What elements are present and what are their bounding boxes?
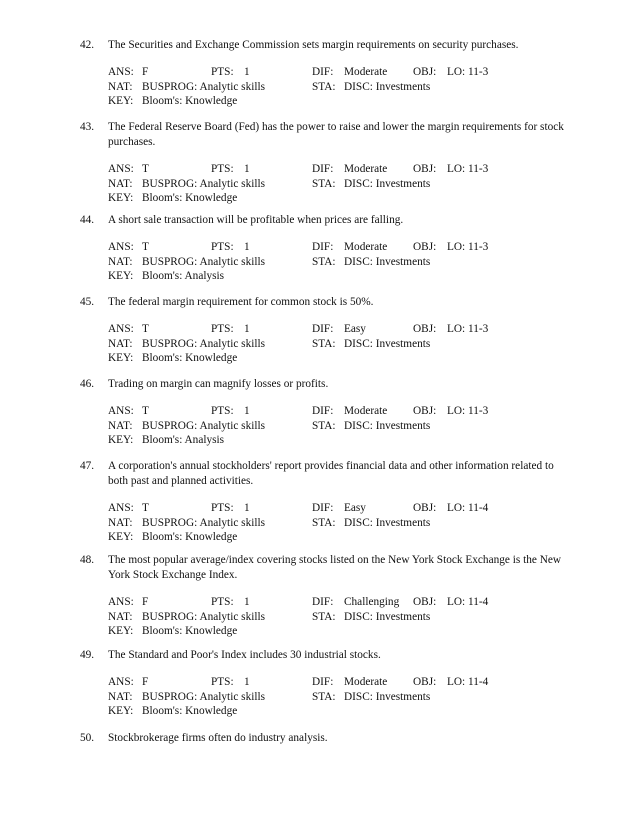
key-value: Bloom's: Knowledge	[142, 95, 238, 107]
nat-value: BUSPROG: Analytic skills	[142, 516, 266, 529]
ans-value: T	[142, 163, 149, 175]
ans-label: ANS:	[108, 405, 134, 417]
question-text: The Federal Reserve Board (Fed) has the power to raise and lower the margin requirements for stock	[108, 121, 564, 133]
nat-label: NAT:	[108, 690, 133, 703]
question-50	[0, 731, 638, 746]
pts-value: 1	[244, 596, 250, 608]
sta-value: DISC: Investments	[344, 516, 431, 529]
obj-value: LO: 11-3	[447, 66, 489, 78]
nat-value: BUSPROG: Analytic skills	[142, 610, 266, 623]
question-text: A short sale transaction will be profitable when prices are falling.	[108, 214, 404, 226]
pts-label: PTS:	[211, 502, 234, 514]
question-number: 45.	[80, 296, 95, 308]
answer-metadata	[0, 65, 638, 109]
pts-value: 1	[244, 241, 250, 253]
sta-label: STA:	[312, 419, 336, 432]
question-text: The Standard and Poor's Index includes 30 industrial stocks.	[108, 649, 381, 661]
obj-label: OBJ:	[413, 405, 437, 417]
obj-label: OBJ:	[413, 163, 437, 175]
key-value: Bloom's: Knowledge	[142, 531, 238, 543]
key-label: KEY:	[108, 705, 134, 717]
sta-label: STA:	[312, 516, 336, 529]
answer-metadata	[0, 322, 638, 366]
question-47	[0, 459, 638, 545]
pts-value: 1	[244, 66, 250, 78]
answer-metadata	[0, 675, 638, 719]
dif-label: DIF:	[312, 596, 334, 608]
nat-value: BUSPROG: Analytic skills	[142, 690, 266, 703]
sta-value: DISC: Investments	[344, 337, 431, 350]
key-label: KEY:	[108, 270, 134, 282]
pts-value: 1	[244, 323, 250, 335]
pts-label: PTS:	[211, 163, 234, 175]
obj-value: LO: 11-4	[447, 676, 489, 688]
obj-label: OBJ:	[413, 676, 437, 688]
nat-label: NAT:	[108, 516, 133, 529]
obj-value: LO: 11-3	[447, 163, 489, 175]
question-number: 43.	[80, 121, 95, 133]
question-text: Trading on margin can magnify losses or profits.	[108, 378, 329, 390]
dif-label: DIF:	[312, 163, 334, 175]
ans-label: ANS:	[108, 241, 134, 253]
nat-label: NAT:	[108, 419, 133, 432]
question-48	[0, 553, 638, 639]
dif-label: DIF:	[312, 66, 334, 78]
sta-value: DISC: Investments	[344, 690, 431, 703]
dif-value: Moderate	[344, 66, 388, 78]
answer-metadata	[0, 240, 638, 284]
question-text-continued: purchases.	[108, 136, 156, 148]
ans-value: F	[142, 676, 149, 688]
dif-value: Moderate	[344, 676, 388, 688]
pts-value: 1	[244, 405, 250, 417]
ans-label: ANS:	[108, 163, 134, 175]
obj-value: LO: 11-3	[447, 241, 489, 253]
question-42	[0, 38, 638, 109]
question-number: 44.	[80, 214, 95, 226]
question-46	[0, 377, 638, 448]
nat-value: BUSPROG: Analytic skills	[142, 337, 266, 350]
nat-value: BUSPROG: Analytic skills	[142, 255, 266, 268]
sta-value: DISC: Investments	[344, 177, 431, 190]
ans-value: F	[142, 66, 149, 78]
dif-value: Moderate	[344, 405, 388, 417]
pts-label: PTS:	[211, 676, 234, 688]
answer-metadata	[0, 162, 638, 206]
dif-label: DIF:	[312, 405, 334, 417]
question-text: A corporation's annual stockholders' report provides financial data and other information related to	[108, 460, 554, 472]
question-number: 46.	[80, 378, 95, 390]
dif-value: Easy	[344, 502, 366, 514]
question-text: Stockbrokerage firms often do industry analysis.	[108, 732, 328, 744]
dif-value: Easy	[344, 323, 366, 335]
ans-value: T	[142, 323, 149, 335]
key-value: Bloom's: Knowledge	[142, 352, 238, 364]
sta-label: STA:	[312, 80, 336, 93]
sta-label: STA:	[312, 337, 336, 350]
dif-label: DIF:	[312, 241, 334, 253]
nat-label: NAT:	[108, 80, 133, 93]
key-label: KEY:	[108, 95, 134, 107]
pts-label: PTS:	[211, 241, 234, 253]
sta-value: DISC: Investments	[344, 610, 431, 623]
ans-label: ANS:	[108, 502, 134, 514]
question-49	[0, 648, 638, 719]
obj-label: OBJ:	[413, 596, 437, 608]
question-number: 50.	[80, 732, 95, 744]
key-label: KEY:	[108, 192, 134, 204]
pts-value: 1	[244, 676, 250, 688]
sta-value: DISC: Investments	[344, 80, 431, 93]
nat-label: NAT:	[108, 255, 133, 268]
pts-value: 1	[244, 502, 250, 514]
dif-value: Moderate	[344, 163, 388, 175]
sta-value: DISC: Investments	[344, 255, 431, 268]
pts-label: PTS:	[211, 596, 234, 608]
key-value: Bloom's: Knowledge	[142, 192, 238, 204]
answer-metadata	[0, 404, 638, 448]
dif-value: Challenging	[344, 596, 400, 608]
dif-label: DIF:	[312, 502, 334, 514]
key-value: Bloom's: Knowledge	[142, 625, 238, 637]
answer-metadata	[0, 595, 638, 639]
obj-value: LO: 11-4	[447, 596, 489, 608]
pts-label: PTS:	[211, 405, 234, 417]
key-label: KEY:	[108, 434, 134, 446]
question-text-continued: York Stock Exchange Index.	[108, 569, 238, 581]
question-number: 47.	[80, 460, 95, 472]
nat-label: NAT:	[108, 337, 133, 350]
sta-label: STA:	[312, 690, 336, 703]
key-value: Bloom's: Analysis	[142, 434, 225, 446]
ans-value: T	[142, 502, 149, 514]
nat-value: BUSPROG: Analytic skills	[142, 419, 266, 432]
sta-label: STA:	[312, 610, 336, 623]
nat-value: BUSPROG: Analytic skills	[142, 177, 266, 190]
ans-label: ANS:	[108, 676, 134, 688]
question-text: The most popular average/index covering stocks listed on the New York Stock Exchange is the New	[108, 554, 562, 566]
question-43	[0, 120, 638, 206]
nat-label: NAT:	[108, 177, 133, 190]
question-number: 42.	[80, 39, 95, 51]
nat-label: NAT:	[108, 610, 133, 623]
ans-label: ANS:	[108, 596, 134, 608]
question-number: 48.	[80, 554, 95, 566]
ans-value: F	[142, 596, 149, 608]
dif-value: Moderate	[344, 241, 388, 253]
pts-label: PTS:	[211, 323, 234, 335]
sta-value: DISC: Investments	[344, 419, 431, 432]
answer-metadata	[0, 501, 638, 545]
ans-value: T	[142, 241, 149, 253]
obj-value: LO: 11-3	[447, 323, 489, 335]
key-label: KEY:	[108, 625, 134, 637]
question-number: 49.	[80, 649, 95, 661]
nat-value: BUSPROG: Analytic skills	[142, 80, 266, 93]
obj-label: OBJ:	[413, 502, 437, 514]
key-label: KEY:	[108, 352, 134, 364]
key-value: Bloom's: Knowledge	[142, 705, 238, 717]
key-value: Bloom's: Analysis	[142, 270, 225, 282]
sta-label: STA:	[312, 255, 336, 268]
key-label: KEY:	[108, 531, 134, 543]
obj-value: LO: 11-3	[447, 405, 489, 417]
ans-label: ANS:	[108, 323, 134, 335]
pts-value: 1	[244, 163, 250, 175]
ans-value: T	[142, 405, 149, 417]
question-45	[0, 295, 638, 366]
question-text: The Securities and Exchange Commission sets margin requirements on security purchases.	[108, 39, 519, 51]
pts-label: PTS:	[211, 66, 234, 78]
dif-label: DIF:	[312, 676, 334, 688]
dif-label: DIF:	[312, 323, 334, 335]
sta-label: STA:	[312, 177, 336, 190]
question-text: The federal margin requirement for common stock is 50%.	[108, 296, 374, 308]
question-text-continued: both past and planned activities.	[108, 475, 254, 487]
obj-value: LO: 11-4	[447, 502, 489, 514]
ans-label: ANS:	[108, 66, 134, 78]
obj-label: OBJ:	[413, 66, 437, 78]
obj-label: OBJ:	[413, 241, 437, 253]
obj-label: OBJ:	[413, 323, 437, 335]
question-44	[0, 213, 638, 284]
